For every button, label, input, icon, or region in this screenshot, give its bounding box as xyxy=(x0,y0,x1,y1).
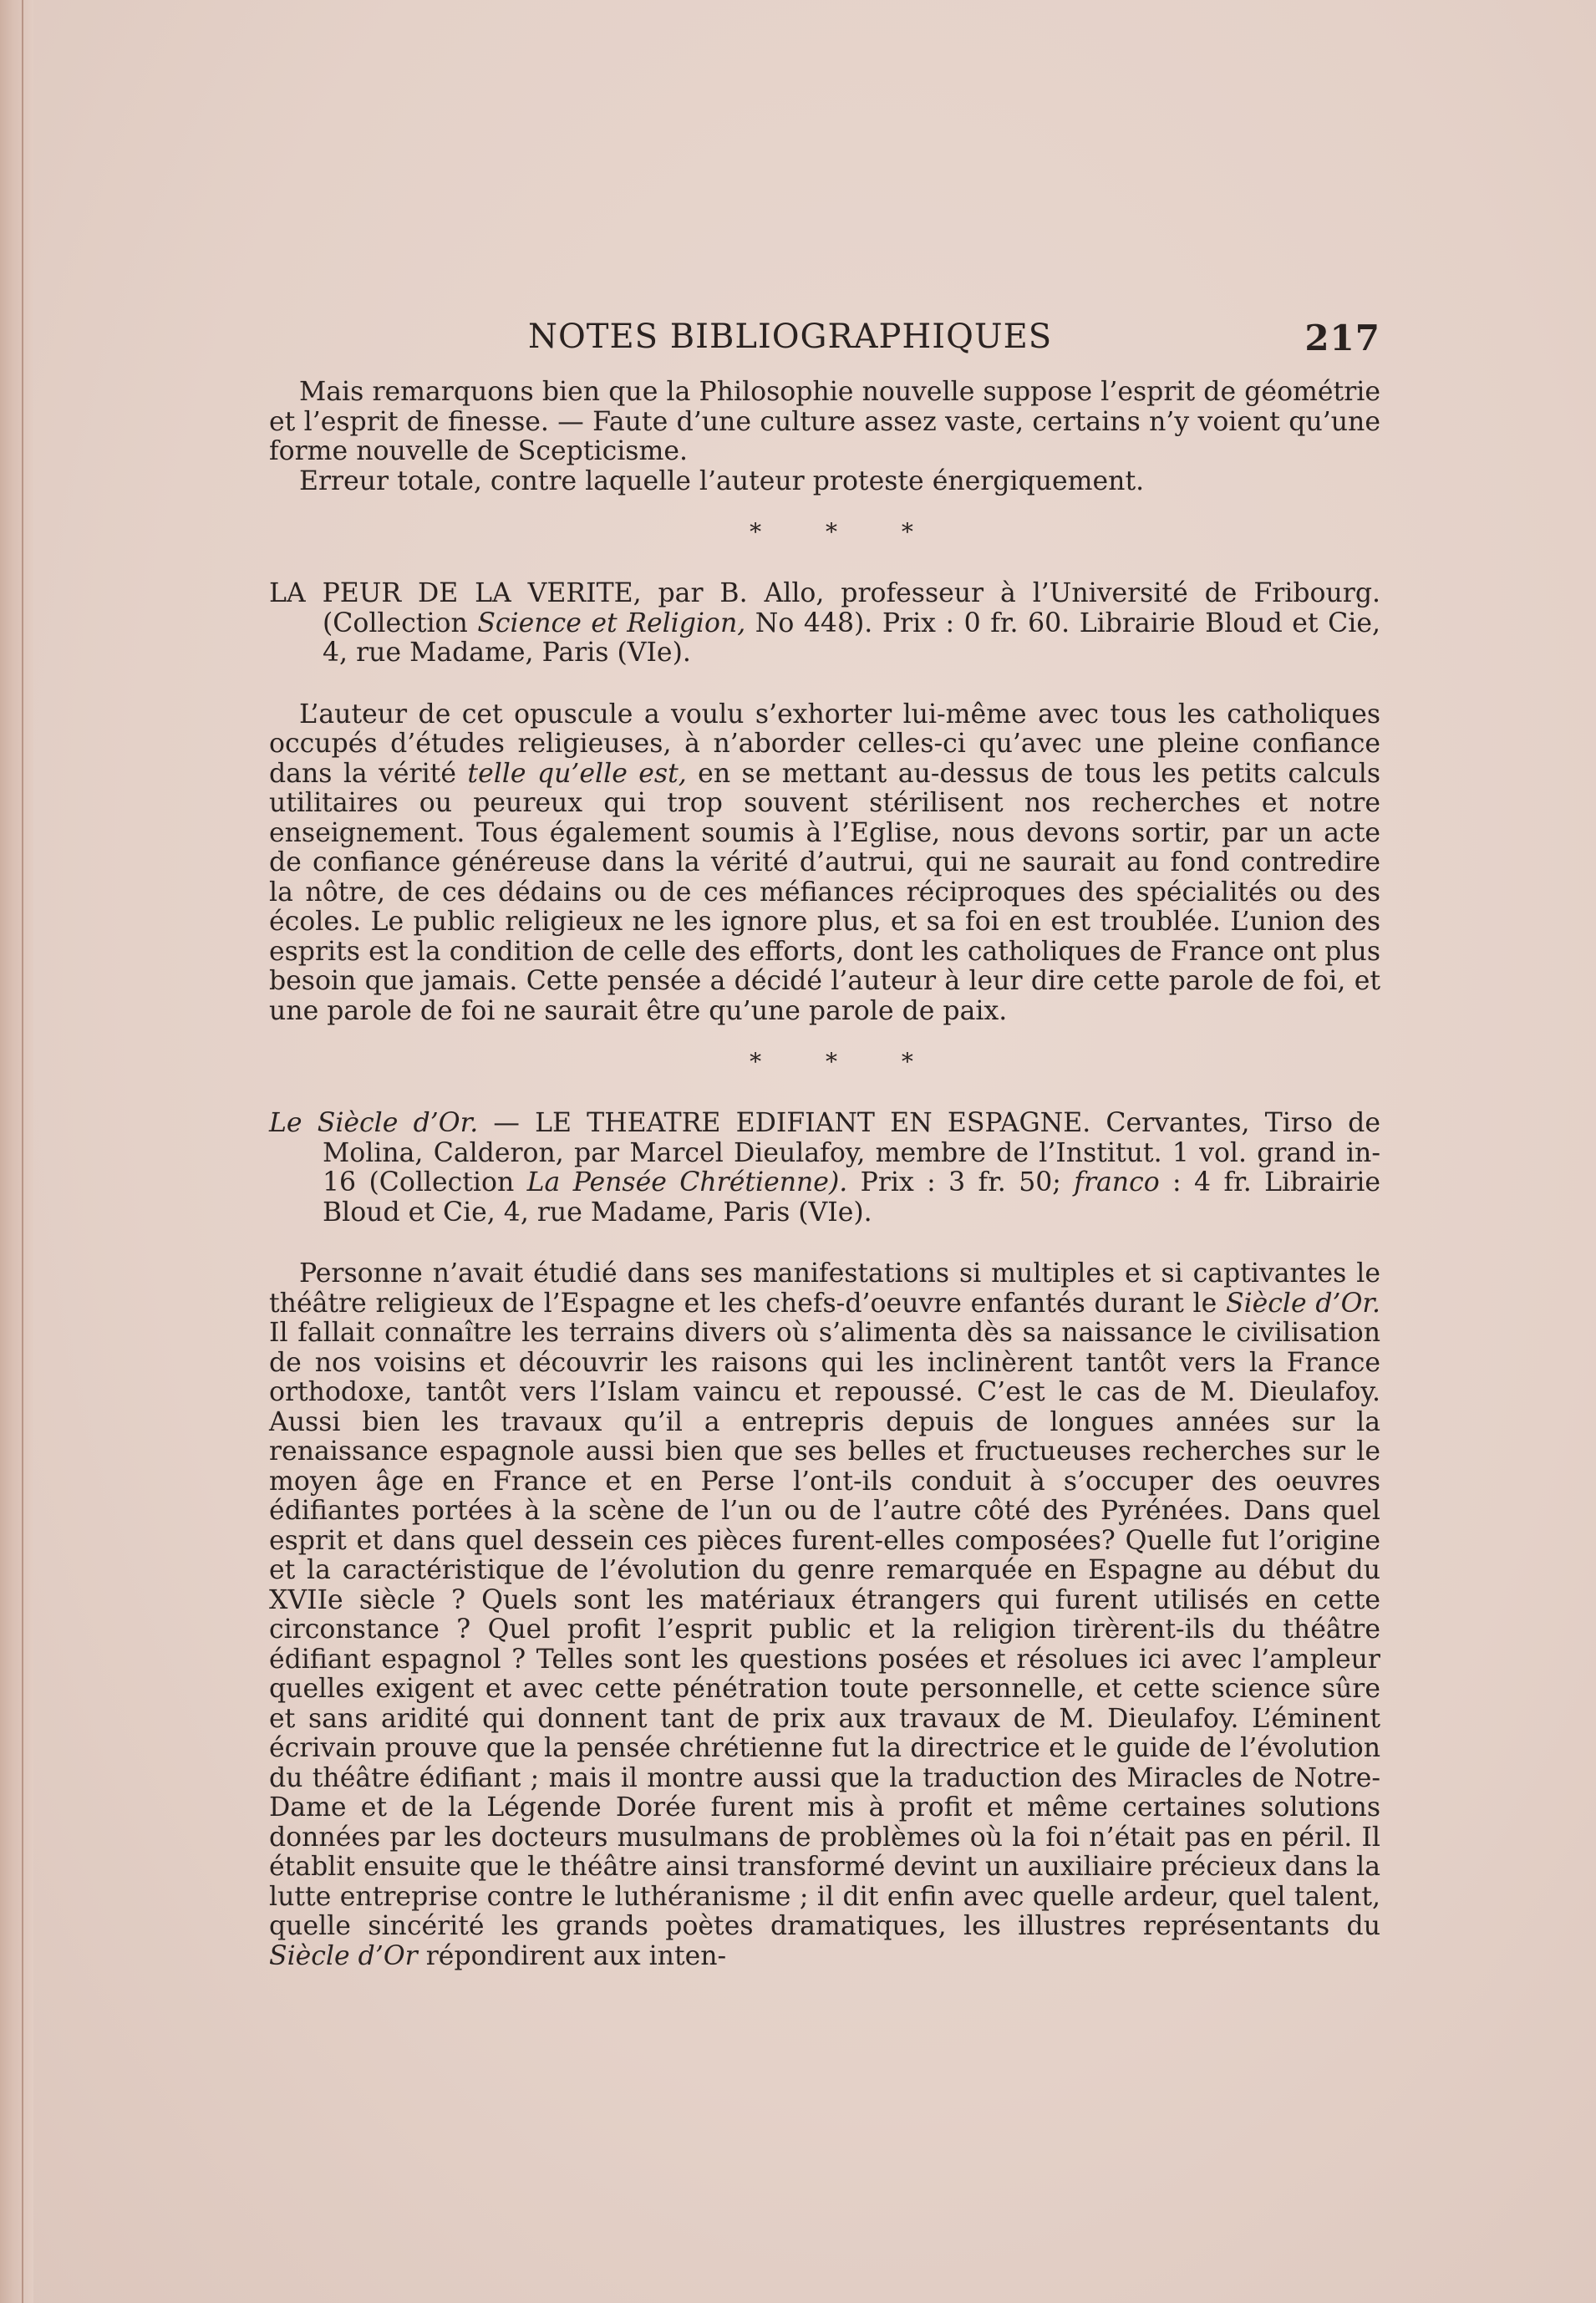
section-separator: * * * xyxy=(750,518,942,546)
review-text: répondirent aux inten- xyxy=(417,1940,727,1971)
entry-text: — LE THEATRE EDIFIANT EN ESPAGNE. Cervantes, Tirso de Molina, Calderon, par Marcel Dieulafoy, membre de l’Institut. 1 vol. grand in-16 (Collection xyxy=(323,1108,1380,1197)
franco-label: franco xyxy=(1074,1167,1160,1197)
review-text: en se mettant au-dessus de tous les petits calculs utilitaires ou peureux qui trop souvent stérilisent nos recherches et notre enseignement. Tous également soumis à l’Eglise, nous devons sortir, par un acte de confiance généreuse dans la vérité d’autrui, qui ne saurait au fond contredire la nôtre, de ces dédains ou de ces méfiances réciproques des spécialités ou des écoles. Le public religieux ne les ignore plus, et sa foi en est troublée. L’union des esprits est la condition de celle des efforts, dont les catholiques de France ont plus besoin que jamais. Cette pensée a décidé l’auteur à leur dire cette parole de foi, et une parole de foi ne saurait être qu’une parole de paix. xyxy=(269,758,1380,1026)
review-text: Il fallait connaître les terrains divers où s’alimenta dès sa naissance le civilisation de nos voisins et découvrir les raisons qui les inclinèrent tantôt vers la France orthodoxe, tantôt vers l’Islam vaincu et repoussé. C’est le cas de M. Dieulafoy. Aussi bien les travaux qu’il a entrepris depuis de longues années sur la renaissance espagnole aussi bien que ses belles et fructueuses recherches sur le moyen âge en France et en Perse l’ont-ils conduit à s’occuper des oeuvres édifiantes portées à la scène de l’un ou de l’autre côté des Pyrénées. Dans quel esprit et dans quel dessein ces pièces furent-elles composées? Quelle fut l’origine et la caractéristique de l’évolution du genre remarquée en Espagne au début du XVIIe siècle ? Quels sont les matériaux étrangers qui furent utilisés en cette circonstance ? Quel profit l’esprit public et la religion tirèrent-ils du théâtre édifiant espagnol ? Telles sont les questions posées et résolues ici avec l’ampleur quelles exigent et avec cette pénétration toute personnelle, et cette science sûre et sans aridité qui donnent tant de prix aux travaux de M. Dieulafoy. L’éminent écrivain prouve que la pensée chrétienne fut la directrice et le guide de l’évolution du théâtre édifiant ; mais il montre aussi que la traduction des Miracles de Notre-Dame et de la Légende Dorée furent mis à profit et même certaines solutions données par les docteurs musulmans de problèmes où la foi n’était pas en péril. Il établit ensuite que le théâtre ainsi transformé devint un auxiliaire précieux dans la lutte entreprise contre le luthéranisme ; il dit enfin avec quelle ardeur, quel talent, quelle sincérité les grands poètes dramatiques, les illustres représentants du xyxy=(269,1318,1380,1941)
collection-title: La Pensée Chrétienne). xyxy=(526,1167,848,1197)
paragraph: Mais remarquons bien que la Philosophie nouvelle suppose l’esprit de géométrie et l’esprit de finesse. — Faute d’une culture assez vaste, certains n’y voient qu’une forme nouvelle de Scepticisme. xyxy=(269,377,1380,466)
review-emphasis: Siècle d’Or xyxy=(269,1940,418,1971)
page-content xyxy=(269,318,1380,1971)
bibliographic-entry xyxy=(269,579,1380,669)
page-header xyxy=(269,318,1380,368)
entry-text: Prix : 3 fr. 50; xyxy=(847,1167,1075,1197)
book-gutter xyxy=(0,0,33,2303)
gutter-crease xyxy=(22,0,23,2303)
entry-text: LA PEUR DE LA VERITE, par B. Allo, professeur à l’Université de Fribourg. (Collection xyxy=(269,578,1380,638)
review-emphasis: Siècle d’Or. xyxy=(1225,1288,1381,1319)
review-text: Personne n’avait étudié dans ses manifestations si multiples et si captivantes le théâtre religieux de l’Espagne et les chefs-d’oeuvre enfantés durant le xyxy=(269,1258,1380,1319)
review-text: L’auteur de cet opuscule a voulu s’exhorter lui-même avec tous les catholiques occupés d’études religieuses, à n’aborder celles-ci qu’avec une pleine confiance dans la vérité xyxy=(269,699,1380,789)
entry-text: : 4 fr. Librairie Bloud et Cie, 4, rue Madame, Paris (VIe). xyxy=(323,1167,1380,1228)
review-paragraph xyxy=(269,700,1380,1027)
paragraph: Erreur totale, contre laquelle l’auteur proteste énergiquement. xyxy=(299,465,1145,496)
series-title: Le Siècle d’Or. xyxy=(269,1108,479,1138)
running-title: NOTES BIBLIOGRAPHIQUES xyxy=(528,318,1053,356)
review-emphasis: telle qu’elle est, xyxy=(467,758,687,789)
review-paragraph xyxy=(269,1259,1380,1971)
section-separator: * * * xyxy=(750,1048,942,1075)
bibliographic-entry xyxy=(269,1109,1380,1228)
entry-text: No 448). Prix : 0 fr. 60. Librairie Bloud et Cie, 4, rue Madame, Paris (VIe). xyxy=(323,608,1380,668)
page-number: 217 xyxy=(1304,318,1380,358)
collection-title: Science et Religion, xyxy=(477,608,746,638)
